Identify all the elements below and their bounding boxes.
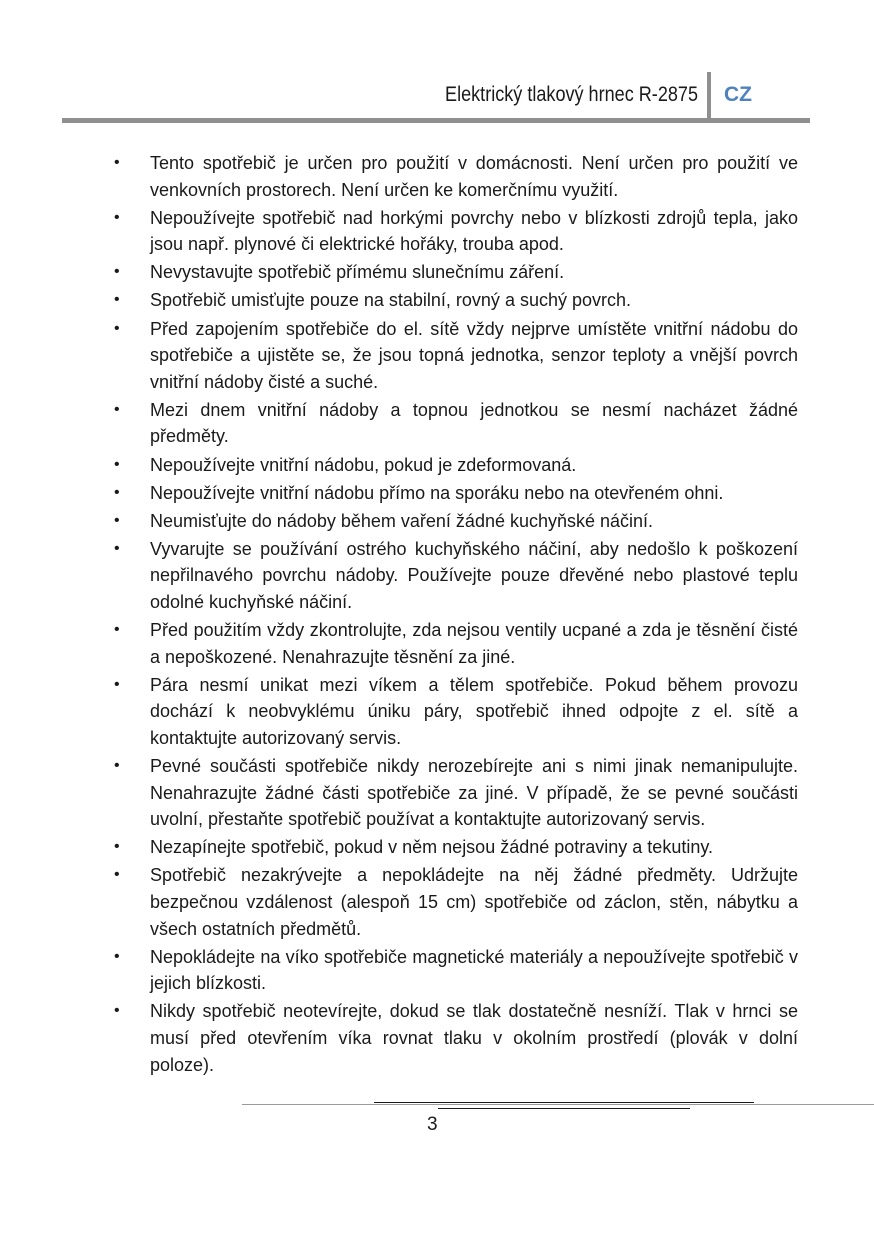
list-item xyxy=(108,944,798,997)
list-item-text: Nevystavujte spotřebič přímému slunečnímu záření. xyxy=(150,262,565,283)
bullet-icon: • xyxy=(114,208,120,226)
list-item-text: Pevné součásti spotřebiče nikdy nerozebírejte ani s nimi jinak nemanipulujte. Nenahrazujte žádné části spotřebiče za jiné. V případě, že se pevné součásti uvolní, přestaňte spotřebič používat a kontaktujte autorizovaný servis. xyxy=(150,756,798,830)
bullet-icon: • xyxy=(114,263,120,281)
list-item xyxy=(108,753,798,833)
list-item xyxy=(108,205,798,258)
bullet-icon: • xyxy=(114,838,120,856)
list-item-text: Tento spotřebič je určen pro použití v domácnosti. Není určen pro použití ve venkovních prostorech. Není určen ke komerčnímu využití. xyxy=(150,153,798,200)
footer-rule xyxy=(438,1108,690,1109)
list-item-text: Neumisťujte do nádoby během vaření žádné kuchyňské náčiní. xyxy=(150,510,654,531)
list-item xyxy=(108,536,798,616)
list-item-text: Spotřebič umisťujte pouze na stabilní, rovný a suchý povrch. xyxy=(150,290,631,311)
list-item xyxy=(108,287,798,314)
list-item-text: Před zapojením spotřebiče do el. sítě vždy nejprve umístěte vnitřní nádobu do spotřebiče a ujistěte se, že jsou topná jednotka, senzor teploty a vnější povrch vnitřní nádoby čisté a suché. xyxy=(150,318,798,392)
bullet-icon: • xyxy=(114,757,120,775)
list-item xyxy=(108,672,798,752)
list-item xyxy=(108,397,798,450)
list-item-text: Nepoužívejte vnitřní nádobu, pokud je zdeformovaná. xyxy=(150,454,577,475)
list-item-text: Nezapínejte spotřebič, pokud v něm nejsou žádné potraviny a tekutiny. xyxy=(150,837,714,858)
bullet-icon: • xyxy=(114,483,120,501)
list-item xyxy=(108,150,798,203)
list-item-text: Před použitím vždy zkontrolujte, zda nejsou ventily ucpané a zda je těsnění čisté a nepoškozené. Nenahrazujte těsnění za jiné. xyxy=(150,620,798,667)
bullet-icon: • xyxy=(114,947,120,965)
list-item xyxy=(108,862,798,942)
list-item-text: Spotřebič nezakrývejte a nepokládejte na něj žádné předměty. Udržujte bezpečnou vzdálenost (alespoň 15 cm) spotřebiče od záclon, stěn, nábytku a všech ostatních předmětů. xyxy=(150,865,798,939)
page-number: 3 xyxy=(427,1114,438,1135)
bullet-icon: • xyxy=(114,291,120,309)
document-title: Elektrický tlakový hrnec R-2875 xyxy=(445,83,698,106)
bullet-icon: • xyxy=(114,866,120,884)
list-item-text: Nepoužívejte vnitřní nádobu přímo na sporáku nebo na otevřeném ohni. xyxy=(150,482,724,503)
list-item xyxy=(108,508,798,535)
bullet-icon: • xyxy=(114,154,120,171)
footer-rule xyxy=(374,1102,754,1103)
bullet-icon: • xyxy=(114,675,120,693)
bullet-icon: • xyxy=(114,319,120,337)
safety-instructions-list xyxy=(108,150,798,1080)
list-item-text: Vyvarujte se používání ostrého kuchyňského náčiní, aby nedošlo k poškození nepřilnavého povrchu nádoby. Používejte pouze dřevěné nebo plastové teplu odolné kuchyňské náčiní. xyxy=(150,538,798,612)
list-item xyxy=(108,259,798,286)
footer-rule xyxy=(242,1104,874,1105)
bullet-icon: • xyxy=(114,511,120,529)
list-item-text: Mezi dnem vnitřní nádoby a topnou jednotkou se nesmí nacházet žádné předměty. xyxy=(150,399,798,447)
language-code: CZ xyxy=(724,83,752,106)
list-item xyxy=(108,834,798,861)
header-separator xyxy=(707,72,711,120)
list-item xyxy=(108,617,798,670)
list-item xyxy=(108,316,798,396)
bullet-icon: • xyxy=(114,455,120,473)
bullet-icon: • xyxy=(114,1002,120,1020)
header-rule xyxy=(62,118,810,123)
list-item xyxy=(108,452,798,479)
list-item-text: Pára nesmí unikat mezi víkem a tělem spotřebiče. Pokud během provozu dochází k neobvyklému úniku páry, spotřebič ihned odpojte z el. sítě a kontaktujte autorizovaný servis. xyxy=(150,674,798,748)
list-item-text: Nepokládejte na víko spotřebiče magnetické materiály a nepoužívejte spotřebič v jejich blízkosti. xyxy=(150,946,798,994)
list-item xyxy=(108,480,798,507)
list-item-text: Nepoužívejte spotřebič nad horkými povrchy nebo v blízkosti zdrojů tepla, jako jsou např. plynové či elektrické hořáky, trouba apod. xyxy=(150,207,798,255)
list-item xyxy=(108,998,798,1078)
bullet-icon: • xyxy=(114,400,120,418)
bullet-icon: • xyxy=(114,621,120,639)
bullet-icon: • xyxy=(114,539,120,557)
list-item-text: Nikdy spotřebič neotevírejte, dokud se tlak dostatečně nesníží. Tlak v hrnci se musí před otevřením víka rovnat tlaku v okolním prostředí (plovák v dolní poloze). xyxy=(150,1001,798,1075)
